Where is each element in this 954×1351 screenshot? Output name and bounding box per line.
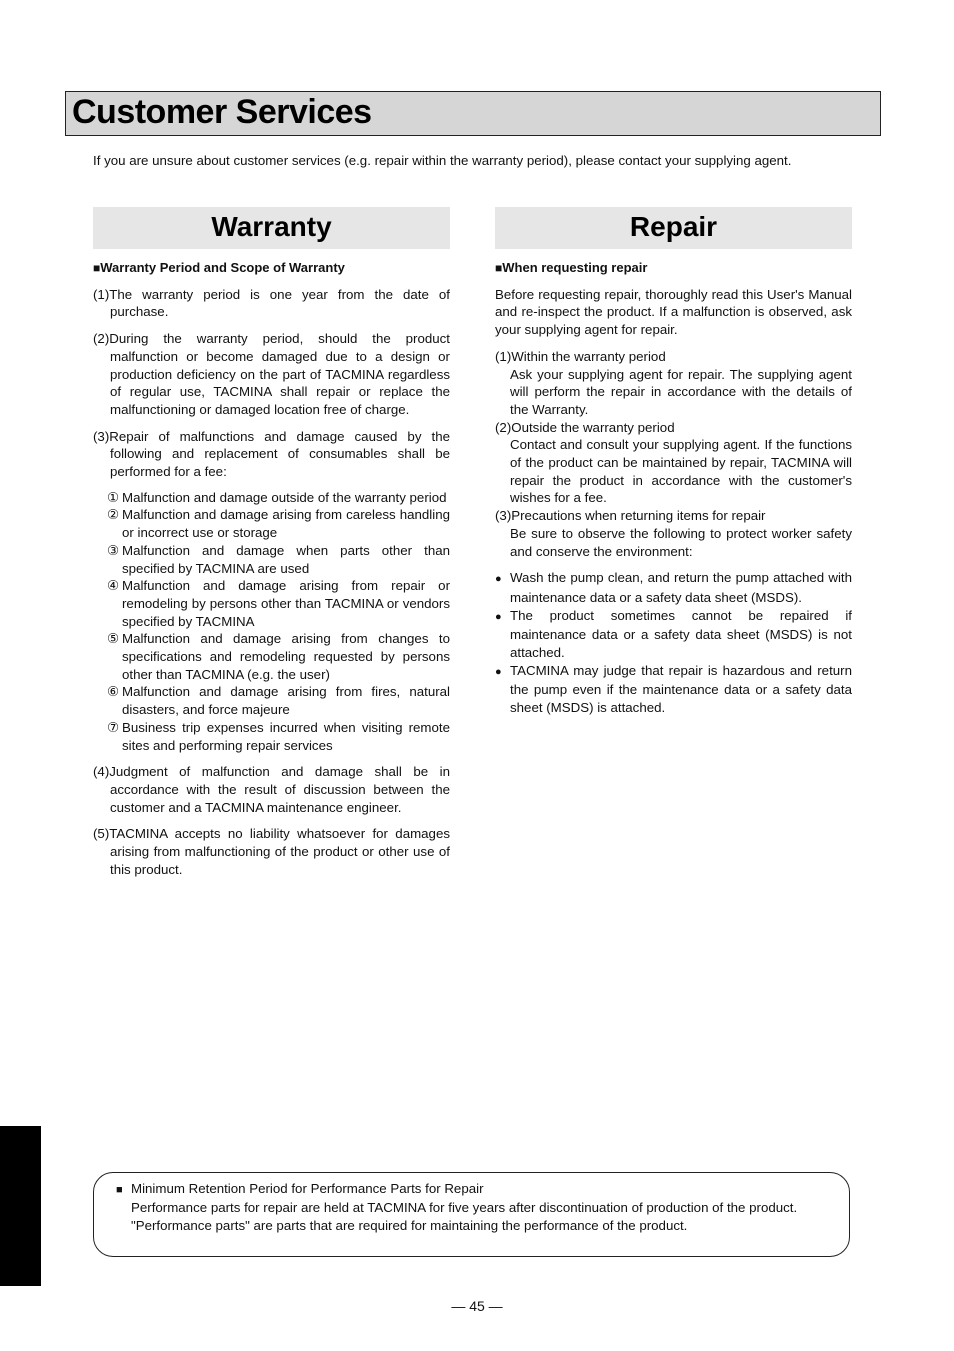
square-bullet-icon: ■: [116, 1184, 123, 1196]
list-item: ⑥ Malfunction and damage arising from fires, natural disasters, and force majeure: [107, 684, 450, 718]
list-item: ● TACMINA may judge that repair is hazardous and return the pump even if the maintenance data or a safety data sheet (MSDS) is attached.: [495, 662, 852, 716]
circled-number-icon: ①: [107, 489, 119, 505]
repair-item-label: (2)Outside the warranty period: [495, 419, 675, 435]
warranty-item-1: (1)The warranty period is one year from the date of purchase.: [93, 286, 450, 320]
side-tab-marker: [0, 1126, 41, 1286]
repair-items: [495, 348, 852, 560]
square-bullet-icon: ■: [93, 261, 101, 275]
warranty-subheading: [93, 259, 450, 278]
warranty-item-3: (3)Repair of malfunctions and damage caused by the following and replacement of consumables shall be performed for a fee:: [93, 428, 450, 480]
warranty-item-2: (2)During the warranty period, should the product malfunction or become damaged due to a design or production deficiency on the part of TACMINA regardless of regular use, TACMINA shall repair or replace the malfunctioning or damaged location free of charge.: [93, 331, 450, 417]
circled-number-icon: ⑦: [107, 719, 119, 735]
repair-intro: Before requesting repair, thoroughly read this User's Manual and re-inspect the product. If a malfunction is observed, ask your supplying agent for repair.: [495, 286, 852, 338]
intro-text: If you are unsure about customer services (e.g. repair within the warranty period), please contact your supplying agent.: [93, 153, 792, 168]
repair-heading: Repair: [495, 207, 852, 249]
list-item: [495, 507, 852, 560]
warranty-section: [93, 207, 450, 879]
list-item: ⑦ Business trip expenses incurred when visiting remote sites and performing repair services: [107, 719, 450, 753]
page-title-bar: [65, 91, 881, 136]
note-line-1: Performance parts for repair are held at TACMINA for five years after discontinuation of production of the product.: [131, 1200, 798, 1215]
warranty-heading: Warranty: [93, 207, 450, 249]
circled-number-icon: ⑥: [107, 684, 119, 700]
page-number: — 45 —: [451, 1298, 503, 1314]
circled-number-icon: ⑤: [107, 631, 119, 647]
note-title: ■ Minimum Retention Period for Performance Parts for Repair: [116, 1180, 831, 1199]
retention-note-box: [93, 1172, 850, 1257]
repair-item-label: (1)Within the warranty period: [495, 348, 666, 364]
repair-item-body: Be sure to observe the following to protect worker safety and conserve the environment:: [510, 525, 852, 559]
circled-number-icon: ②: [107, 507, 119, 523]
repair-section: [495, 207, 852, 717]
repair-item-body: Ask your supplying agent for repair. The supplying agent will perform the repair in accordance with the details of the Warranty.: [510, 366, 852, 417]
list-item: ● Wash the pump clean, and return the pump attached with maintenance data or a safety data sheet (MSDS).: [495, 570, 852, 605]
warranty-subheading-text: Warranty Period and Scope of Warranty: [100, 260, 345, 275]
bullet-dot-icon: ●: [495, 610, 502, 623]
circled-number-icon: ③: [107, 542, 119, 558]
list-item: [495, 419, 852, 508]
repair-subheading: [495, 259, 852, 278]
circled-number-icon: ④: [107, 578, 119, 594]
warranty-item-5: (5)TACMINA accepts no liability whatsoever for damages arising from malfunctioning of the product or other use of this product.: [93, 826, 450, 877]
list-item: [495, 348, 852, 419]
fee-conditions-list: [93, 489, 450, 755]
bullet-dot-icon: ●: [495, 573, 502, 586]
note-line-2: "Performance parts" are parts that are required for maintaining the performance of the product.: [131, 1218, 688, 1233]
page-title: Customer Services: [72, 93, 372, 131]
list-item: ④ Malfunction and damage arising from repair or remodeling by persons other than TACMINA or vendors specified by TACMINA: [107, 578, 450, 629]
repair-subheading-text: When requesting repair: [502, 260, 648, 275]
warranty-item-4: (4)Judgment of malfunction and damage shall be in accordance with the result of discussion between the customer and a TACMINA maintenance engineer.: [93, 764, 450, 815]
list-item: ⑤ Malfunction and damage arising from changes to specifications and remodeling requested by persons other than TACMINA (e.g. the user): [107, 631, 450, 682]
list-item: ② Malfunction and damage arising from careless handling or incorrect use or storage: [107, 507, 450, 541]
repair-item-label: (3)Precautions when returning items for repair: [495, 508, 766, 524]
square-bullet-icon: ■: [495, 261, 503, 275]
bullet-dot-icon: ●: [495, 665, 502, 678]
list-item: ③ Malfunction and damage when parts other than specified by TACMINA are used: [107, 542, 450, 576]
list-item: ● The product sometimes cannot be repaired if maintenance data or a safety data sheet (MSDS) is not attached.: [495, 607, 852, 661]
list-item: ① Malfunction and damage outside of the warranty period: [107, 489, 447, 505]
repair-item-body: Contact and consult your supplying agent. If the functions of the product can be maintained by repair, TACMINA will repair the product in accordance with the customer's wishes for a fee.: [510, 437, 852, 506]
return-precautions-list: [495, 569, 852, 717]
